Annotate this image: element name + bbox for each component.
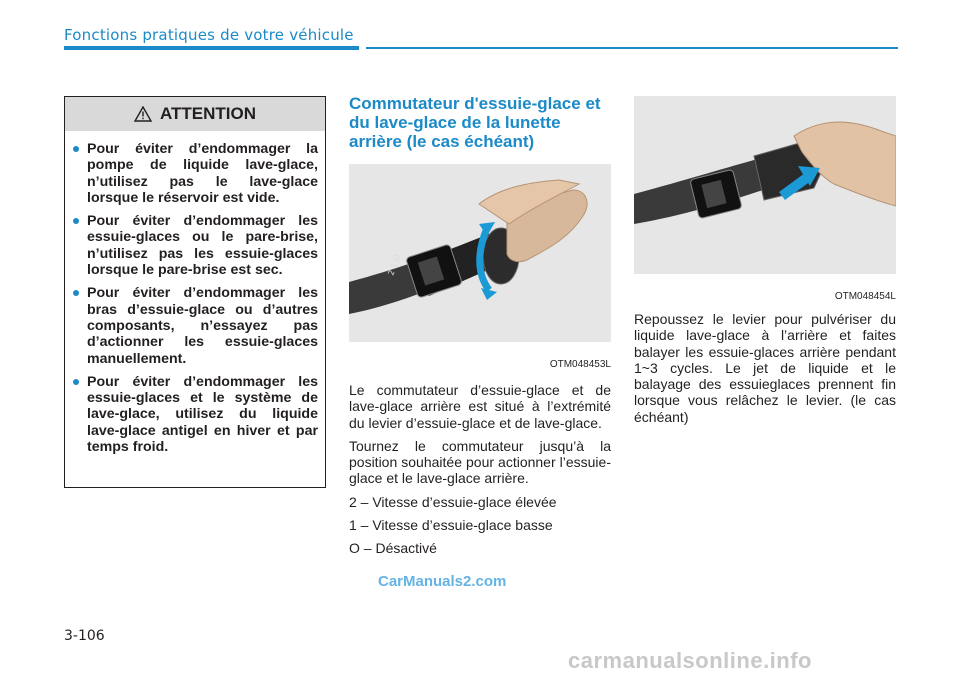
section-title: Commutateur d'essuie-glace et du lave-glace de la lunette arrière (le cas échéant) [349, 94, 601, 151]
header-rule-thick [64, 46, 359, 50]
speed-item-off: O – Désactivé [349, 540, 437, 557]
section-body [349, 382, 611, 564]
attention-box [64, 96, 326, 488]
right-body [634, 311, 896, 432]
attention-title: ATTENTION [159, 104, 256, 123]
attention-item: Pour éviter d’endommager la pompe de liquide lave-glace, n’utilisez pas le lave-glace lorsque le réservoir est vide. [72, 141, 318, 206]
attention-item: Pour éviter d’endommager les bras d’essuie-glace ou d’autres composants, n’essayez pas d’actionner les essuie-glaces manuellement. [72, 285, 318, 366]
paragraph: Tournez le commutateur jusqu’à la position souhaitée pour actionner l’essuie-glace et le lave-glace arrière. [349, 437, 611, 487]
header-rule-thin [366, 47, 898, 49]
watermark-top: CarManuals2.com [378, 573, 507, 590]
attention-list [65, 131, 325, 455]
figure2-code: OTM048454L [834, 291, 896, 302]
paragraph: Repoussez le levier pour pulvériser du liquide lave-glace à l’arrière et faites balayer les essuie-glaces arrière pendant 1~3 cycles. Le jet de liquide et le balayage des essuieglaces prennent fin lorsque vous relâchez le levier. (le cas échéant) [634, 311, 896, 425]
attention-item: Pour éviter d’endommager les essuie-glaces et le système de lave-glace, utilisez du liquide lave-glace antigel en hiver et par temps froid. [72, 374, 318, 455]
speed-item-low: 1 – Vitesse d’essuie-glace basse [349, 517, 553, 534]
speed-item-high: 2 – Vitesse d’essuie-glace élevée [349, 493, 557, 510]
warning-triangle-icon [134, 106, 152, 122]
page-number: 3-106 [64, 628, 105, 644]
figure-wiper-lever-push [634, 96, 896, 274]
svg-text:2 1 O: 2 1 O [386, 253, 403, 277]
header-title: Fonctions pratiques de votre véhicule [64, 26, 354, 44]
wiper-lever-illustration [349, 164, 611, 342]
figure-wiper-switch-rotate [349, 164, 611, 342]
paragraph: Le commutateur d’essuie-glace et de lave-glace arrière est situé à l’extrémité du levier d’essuie-glace et de lave-glace. [349, 382, 611, 431]
watermark-bottom: carmanualsonline.info [568, 648, 812, 673]
figure1-code: OTM048453L [549, 359, 611, 370]
wiper-lever-push-illustration [634, 96, 896, 274]
attention-header [65, 97, 325, 131]
attention-item: Pour éviter d’endommager les essuie-glaces ou le pare-brise, n’utilisez pas les essuie-glaces lorsque le pare-brise est sec. [72, 213, 318, 278]
